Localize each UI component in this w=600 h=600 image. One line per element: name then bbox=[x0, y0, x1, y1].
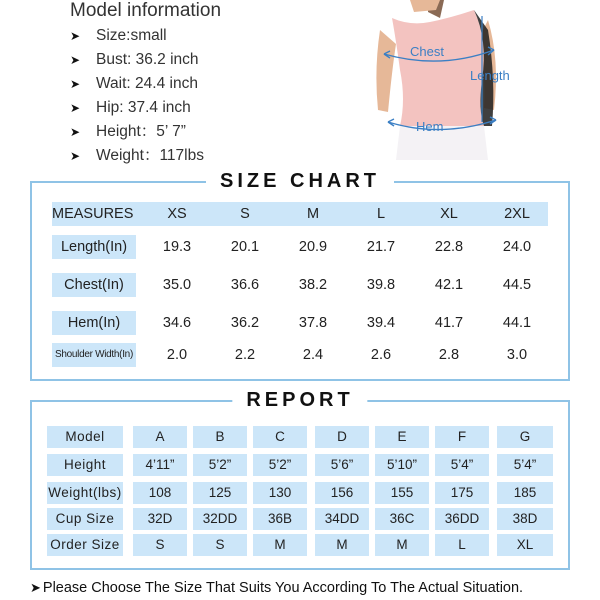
value-cell: L bbox=[435, 534, 489, 556]
value-cell: 4’11” bbox=[133, 454, 187, 476]
value-cell: 34.6 bbox=[162, 315, 192, 331]
model-information-title: Model information bbox=[70, 0, 222, 21]
row-label: Height bbox=[47, 454, 123, 476]
value-cell: 36.6 bbox=[230, 277, 260, 293]
value-cell: G bbox=[497, 426, 553, 448]
value-cell: 35.0 bbox=[162, 277, 192, 293]
arrow-icon: ➤ bbox=[70, 29, 81, 43]
value-cell: 5’4” bbox=[435, 454, 489, 476]
row-label: Cup Size bbox=[47, 508, 123, 530]
value-cell: 44.1 bbox=[502, 315, 532, 331]
value-cell: 37.8 bbox=[298, 315, 328, 331]
value-cell: 185 bbox=[497, 482, 553, 504]
value-cell: 39.4 bbox=[366, 315, 396, 331]
value-cell: 20.1 bbox=[230, 239, 260, 255]
model-information bbox=[70, 0, 330, 168]
size-chart-title: SIZE CHART bbox=[206, 170, 394, 193]
model-weight-text: Weight：117lbs bbox=[96, 147, 204, 164]
arrow-icon: ➤ bbox=[70, 53, 81, 67]
row-label: Chest(In) bbox=[64, 277, 124, 293]
value-cell: 2.2 bbox=[234, 347, 256, 363]
value-cell: 2.4 bbox=[302, 347, 324, 363]
value-cell: 38.2 bbox=[298, 277, 328, 293]
value-cell: 5’2” bbox=[193, 454, 247, 476]
value-cell: M bbox=[253, 534, 307, 556]
value-cell: 44.5 bbox=[502, 277, 532, 293]
model-height-item bbox=[70, 120, 330, 144]
report-frame bbox=[30, 389, 570, 570]
arrow-icon: ➤ bbox=[70, 77, 81, 91]
value-cell: M bbox=[375, 534, 429, 556]
value-cell: M bbox=[315, 534, 369, 556]
value-cell: 41.7 bbox=[434, 315, 464, 331]
value-cell: 36C bbox=[375, 508, 429, 530]
header-size-2xl: 2XL bbox=[504, 206, 530, 222]
value-cell: 22.8 bbox=[434, 239, 464, 255]
tank-top-illustration bbox=[370, 0, 530, 160]
value-cell: XL bbox=[497, 534, 553, 556]
model-bust-item bbox=[70, 48, 330, 72]
value-cell: 125 bbox=[193, 482, 247, 504]
value-cell: 36DD bbox=[435, 508, 489, 530]
report-row-cup-size bbox=[47, 508, 557, 530]
value-cell: 36B bbox=[253, 508, 307, 530]
value-cell: 175 bbox=[435, 482, 489, 504]
header-size-m: M bbox=[306, 206, 320, 222]
value-cell: 108 bbox=[133, 482, 187, 504]
header-measures: MEASURES bbox=[52, 206, 134, 222]
value-cell: 2.6 bbox=[370, 347, 392, 363]
model-bust-text: Bust: 36.2 inch bbox=[96, 51, 199, 68]
size-chart-row-length bbox=[52, 235, 548, 259]
value-cell: 20.9 bbox=[298, 239, 328, 255]
report-row-weight bbox=[47, 482, 557, 504]
size-chart-row-chest bbox=[52, 273, 548, 297]
garment-figure bbox=[370, 0, 530, 160]
arrow-icon: ➤ bbox=[30, 580, 41, 595]
model-waist-item bbox=[70, 72, 330, 96]
value-cell: 36.2 bbox=[230, 315, 260, 331]
model-hip-item bbox=[70, 96, 330, 120]
model-height-text: Height：5’ 7” bbox=[96, 123, 186, 140]
value-cell: 42.1 bbox=[434, 277, 464, 293]
value-cell: E bbox=[375, 426, 429, 448]
value-cell: 32D bbox=[133, 508, 187, 530]
size-advice-note bbox=[30, 580, 523, 596]
value-cell: 2.8 bbox=[438, 347, 460, 363]
value-cell: D bbox=[315, 426, 369, 448]
report-title: REPORT bbox=[232, 389, 367, 412]
header-size-l: L bbox=[376, 206, 386, 222]
row-label: Weight(lbs) bbox=[47, 482, 123, 504]
hem-label: Hem bbox=[416, 119, 444, 134]
value-cell: S bbox=[193, 534, 247, 556]
header-size-xs: XS bbox=[167, 206, 187, 222]
value-cell: 2.0 bbox=[166, 347, 188, 363]
value-cell: 32DD bbox=[193, 508, 247, 530]
value-cell: 38D bbox=[497, 508, 553, 530]
row-label: Length(In) bbox=[60, 239, 128, 255]
model-weight-item bbox=[70, 144, 330, 168]
model-size-item bbox=[70, 24, 330, 48]
size-chart-frame bbox=[30, 170, 570, 381]
length-label: Length bbox=[470, 68, 510, 83]
header-size-xl: XL bbox=[440, 206, 458, 222]
value-cell: 19.3 bbox=[162, 239, 192, 255]
value-cell: 155 bbox=[375, 482, 429, 504]
value-cell: 5’4” bbox=[497, 454, 553, 476]
row-label: Hem(In) bbox=[67, 315, 121, 331]
chest-label: Chest bbox=[410, 44, 444, 59]
value-cell: 24.0 bbox=[502, 239, 532, 255]
arrow-icon: ➤ bbox=[70, 149, 81, 163]
arrow-icon: ➤ bbox=[70, 101, 81, 115]
value-cell: C bbox=[253, 426, 307, 448]
value-cell: 5’6” bbox=[315, 454, 369, 476]
model-hip-text: Hip: 37.4 inch bbox=[96, 99, 191, 116]
value-cell: A bbox=[133, 426, 187, 448]
value-cell: 5’2” bbox=[253, 454, 307, 476]
value-cell: 130 bbox=[253, 482, 307, 504]
value-cell: 34DD bbox=[315, 508, 369, 530]
row-label: Model bbox=[47, 426, 123, 448]
row-label: Shoulder Width(In) bbox=[55, 349, 133, 360]
report-row-model bbox=[47, 426, 557, 448]
size-chart-row-hem bbox=[52, 311, 548, 335]
value-cell: S bbox=[133, 534, 187, 556]
size-chart-row-shoulder bbox=[52, 343, 548, 367]
value-cell: F bbox=[435, 426, 489, 448]
value-cell: 3.0 bbox=[506, 347, 528, 363]
value-cell: B bbox=[193, 426, 247, 448]
value-cell: 21.7 bbox=[366, 239, 396, 255]
model-size-text: Size:small bbox=[96, 27, 167, 44]
model-information-list bbox=[70, 24, 330, 168]
size-chart-header-row bbox=[52, 202, 548, 226]
header-size-s: S bbox=[240, 206, 250, 222]
model-waist-text: Wait: 24.4 inch bbox=[96, 75, 198, 92]
arrow-icon: ➤ bbox=[70, 125, 81, 139]
value-cell: 156 bbox=[315, 482, 369, 504]
row-label: Order Size bbox=[47, 534, 123, 556]
value-cell: 39.8 bbox=[366, 277, 396, 293]
size-advice-text: Please Choose The Size That Suits You According To The Actual Situation. bbox=[42, 580, 524, 596]
value-cell: 5’10” bbox=[375, 454, 429, 476]
report-row-height bbox=[47, 454, 557, 476]
report-row-order-size bbox=[47, 534, 557, 556]
